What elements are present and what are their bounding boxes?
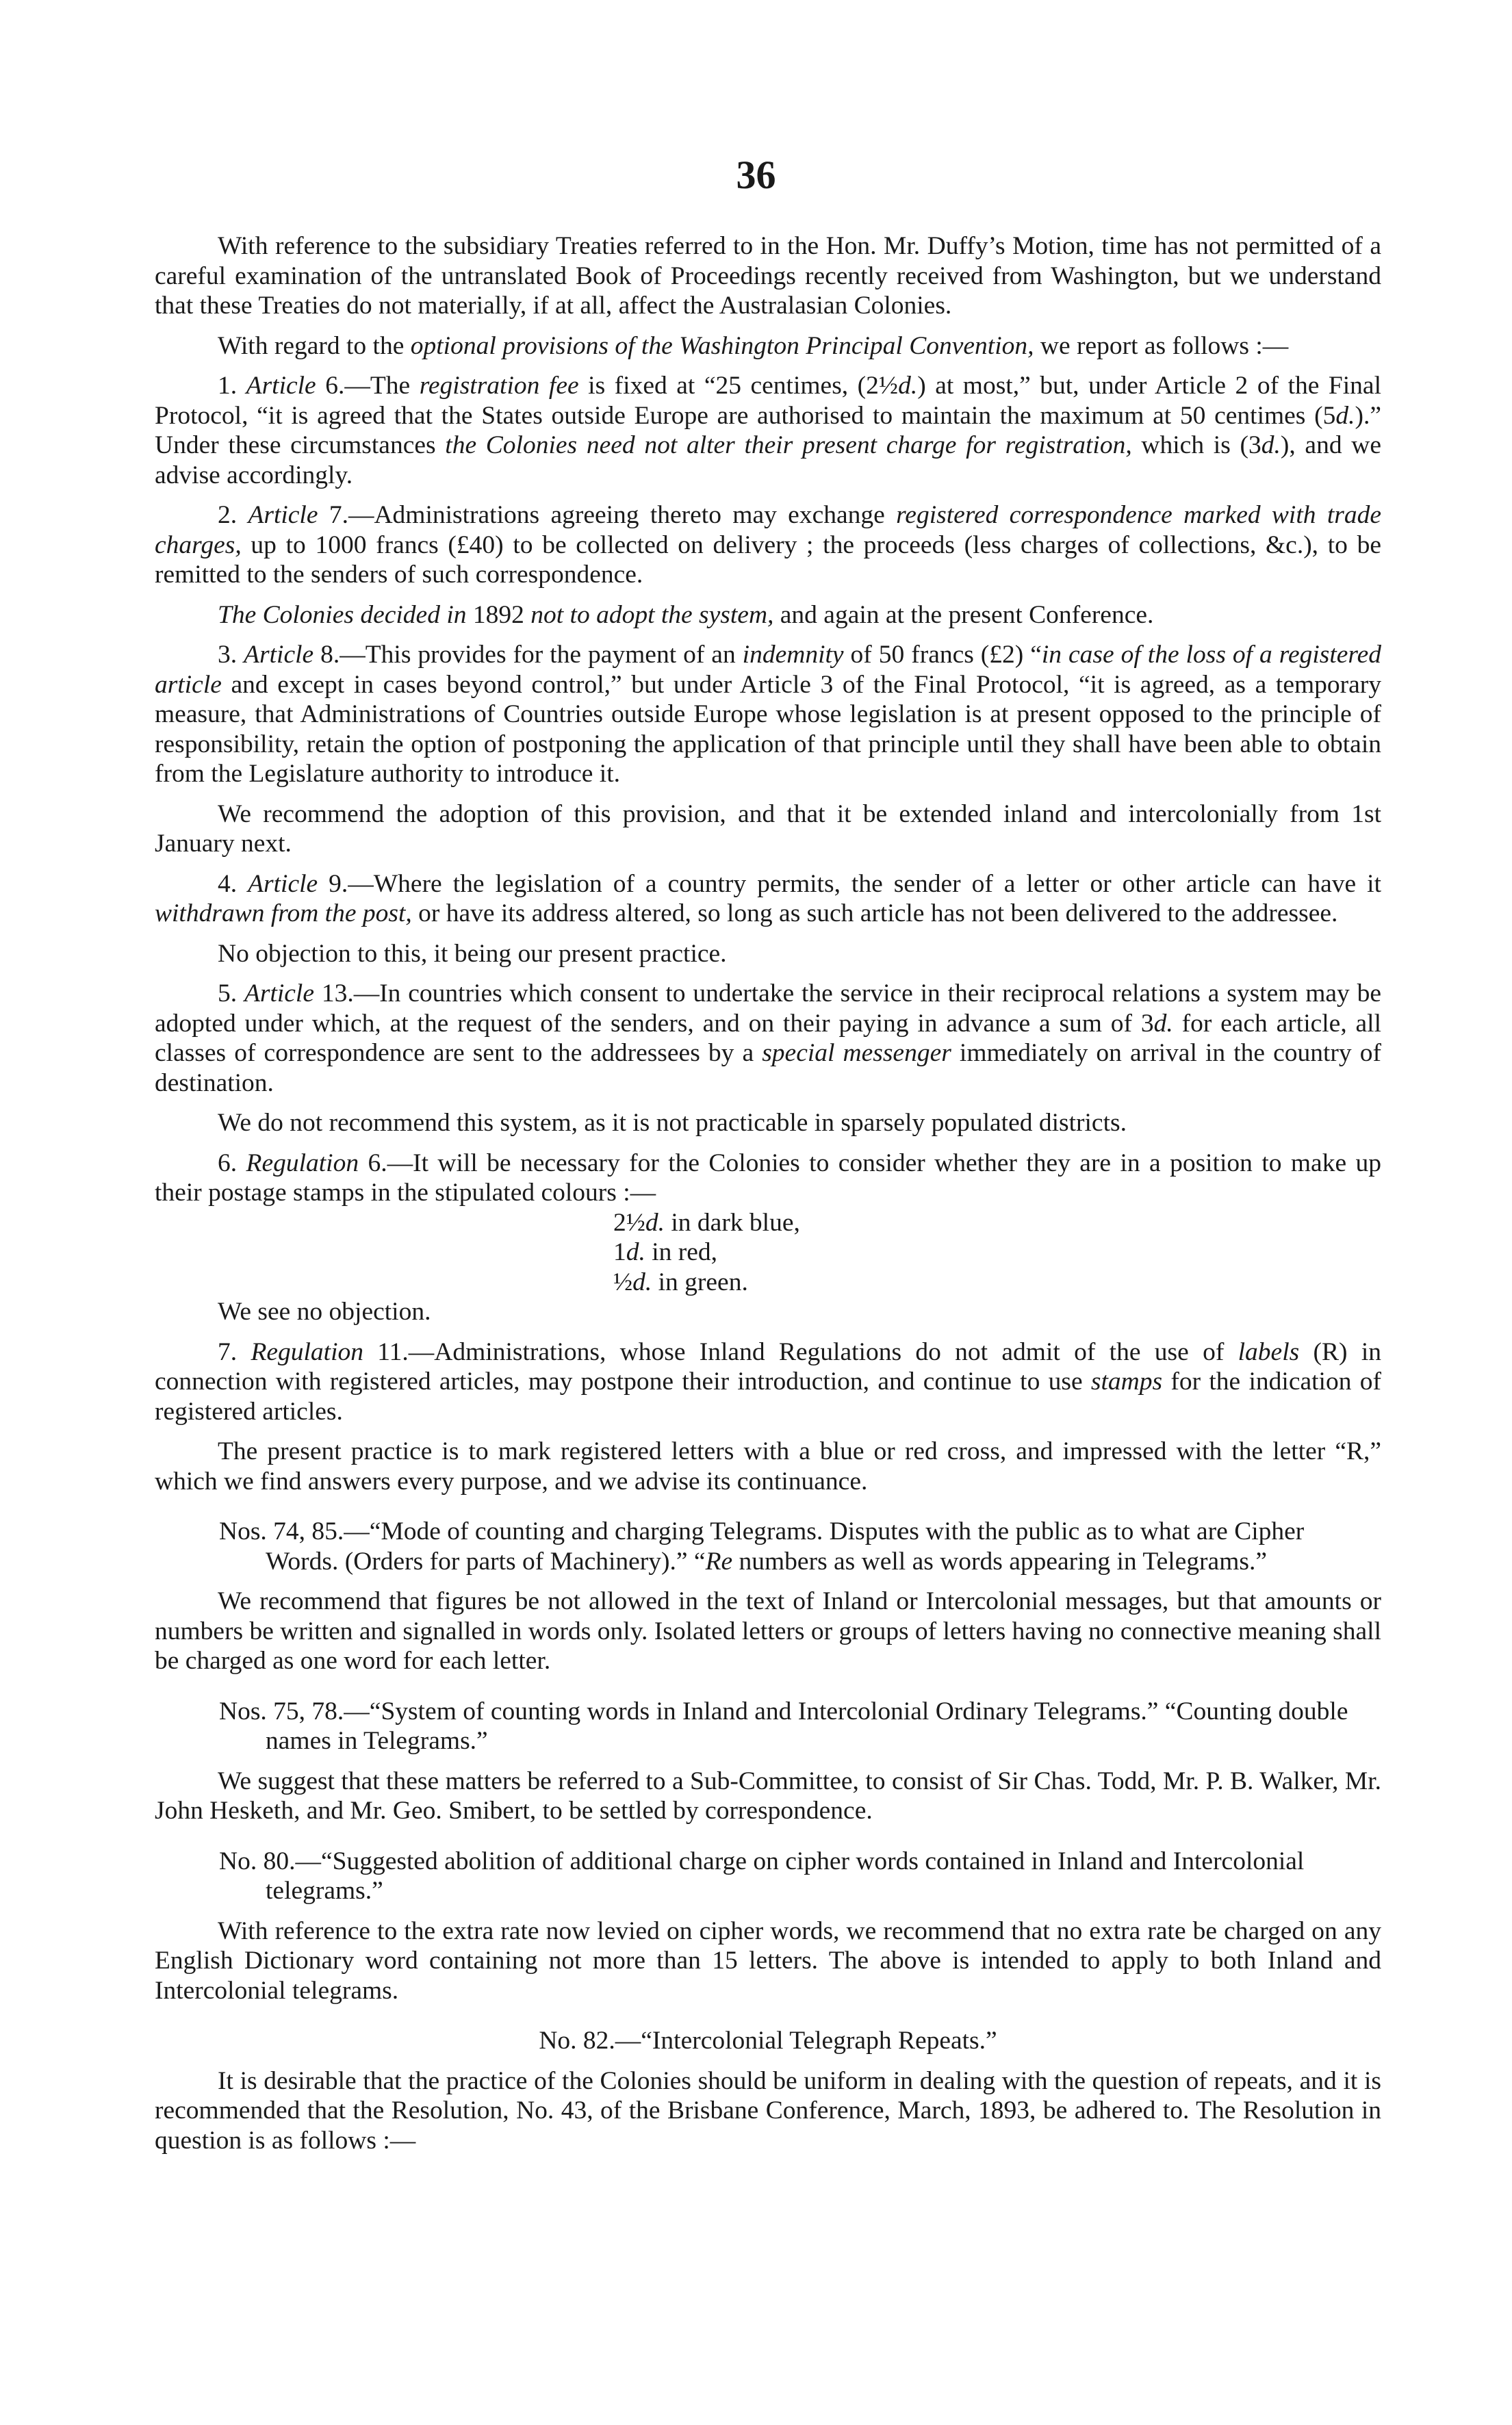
text-run: is fixed at “25 centimes, (2½ [578, 372, 899, 400]
italic-text: registered correspondence marked with trade charges, [155, 501, 1381, 559]
italic-text: d. [1261, 431, 1281, 459]
text-run: ) at most,” but, under Article 2 of the Final Protocol, “it is agreed that the States outside Europe are authorised to maintain the maximum at 50 centimes (5 [155, 372, 1381, 430]
paragraph [155, 1268, 1381, 1298]
text-run: for the indication of registered articles. [155, 1368, 1381, 1426]
paragraph [155, 231, 1381, 321]
italic-text: d. [1153, 1009, 1173, 1038]
paragraph [155, 500, 1381, 590]
paragraph [155, 1437, 1381, 1496]
text-run: immediately on arrival in the country of destination. [155, 1039, 1381, 1097]
italic-text: not to adopt the system, [530, 600, 774, 629]
italic-text: Article [248, 501, 318, 529]
italic-text: d. [645, 1208, 665, 1237]
paragraph [155, 1587, 1381, 1676]
text-run: Nos. 75, 78.—“System of counting words in Inland and Intercolonial Ordinary Telegrams.” “Counting double names in Telegrams.” [219, 1697, 1348, 1755]
text-run: in green. [652, 1268, 748, 1296]
paragraph [155, 1208, 1381, 1238]
text-run: 1. [218, 372, 246, 400]
text-run: of 50 francs (£2) “ [843, 641, 1042, 669]
paragraph [155, 799, 1381, 859]
page-number: 36 [736, 153, 776, 197]
text-run: for each article, all classes of correspondence are sent to the addressees by a [155, 1009, 1381, 1067]
text-run: 6. [218, 1149, 246, 1177]
paragraph [155, 1108, 1381, 1138]
paragraph [155, 869, 1381, 929]
text-run: 5. [218, 979, 244, 1008]
text-run: We recommend that figures be not allowed in the text of Inland or Intercolonial messages, but that amounts or numbers be written and signalled in words only. Isolated letters or groups of letters having no connective meaning shall be charged as one word for each letter. [155, 1587, 1381, 1675]
text-run: 4. [218, 869, 248, 898]
paragraph [155, 1297, 1381, 1327]
italic-text: indemnity [742, 641, 844, 669]
text-run: we report as follows :— [1034, 331, 1289, 360]
italic-text: Article [246, 372, 316, 400]
paragraph [155, 1149, 1381, 1208]
text-run: 6.—It will be necessary for the Colonies to consider whether they are in a position to make up their postage stamps in the stipulated colours :— [155, 1149, 1381, 1207]
italic-text: optional provisions of the Washington Principal Convention, [410, 331, 1034, 360]
italic-text: d. [1335, 401, 1355, 430]
italic-text: stamps [1090, 1368, 1163, 1396]
text-run: 9.—Where the legislation of a country permits, the sender of a letter or other article can have it [318, 869, 1382, 898]
text-run: or have its address altered, so long as such article has not been delivered to the addressee. [411, 899, 1338, 927]
paragraph [155, 640, 1381, 789]
italic-text: withdrawn from the post, [155, 899, 412, 927]
text-run: and except in cases beyond control,” but under Article 3 of the Final Protocol, “it is agreed, as a temporary measure, that Administrations of Countries outside Europe whose legislation is at present opposed to the principle of responsibility, retain the option of postponing the application of that principle until they shall have been able to obtain from the Legislature authority to introduce it. [155, 670, 1381, 788]
italic-text: Article [248, 869, 318, 898]
text-run: The present practice is to mark registered letters with a blue or red cross, and impressed with the letter “R,” which we find answers every purpose, and we advise its continuance. [155, 1437, 1381, 1496]
text-run: 1 [613, 1238, 626, 1266]
text-run: in dark blue, [665, 1208, 800, 1237]
paragraph [155, 1237, 1381, 1268]
text-run: No. 82.—“Intercolonial Telegraph Repeats.” [539, 2027, 997, 2055]
text-run: No objection to this, it being our present practice. [218, 939, 727, 968]
text-run: ).” Under these circumstances [155, 401, 1381, 459]
document-body [155, 231, 1381, 2166]
text-run: 13.—In countries which consent to undertake the service in their reciprocal relations a system may be adopted under which, at the request of the senders, and on their paying in advance a sum of 3 [155, 979, 1382, 1038]
italic-text: in case of the loss of a registered article [155, 641, 1382, 699]
text-run: 2½ [613, 1208, 645, 1237]
italic-text: d. [632, 1268, 652, 1296]
text-run: It is desirable that the practice of the Colonies should be uniform in dealing with the question of repeats, and it is recommended that the Resolution, No. 43, of the Brisbane Conference, March, 1893, be adhered to. The Resolution in question is as follows :— [155, 2066, 1381, 2155]
text-run: We see no objection. [218, 1298, 431, 1326]
text-run: Nos. 74, 85.—“Mode of counting and charging Telegrams. Disputes with the public as to what are Cipher Words. (Orders for parts of Machinery).” “ [219, 1517, 1305, 1576]
text-run: We suggest that these matters be referred to a Sub-Committee, to consist of Sir Chas. Todd, Mr. P. B. Walker, Mr. John Hesketh, and Mr. Geo. Smibert, to be settled by correspondence. [155, 1767, 1381, 1825]
italic-text: Article [244, 979, 314, 1008]
text-run: 1892 [466, 600, 531, 629]
text-run: 8.—This provides for the payment of an [313, 641, 743, 669]
paragraph [155, 331, 1381, 361]
italic-text: Article [244, 641, 314, 669]
text-run: 3. [218, 641, 244, 669]
text-run: 6.—The [316, 372, 420, 400]
text-run: We recommend the adoption of this provision, and that it be extended inland and intercolonially from 1st January next. [155, 799, 1381, 858]
text-run: ½ [613, 1268, 633, 1296]
paragraph [155, 939, 1381, 969]
text-run: 7.—Administrations agreeing thereto may exchange [318, 501, 897, 529]
paragraph [155, 1517, 1381, 1576]
text-run: With regard to the [218, 331, 411, 360]
italic-text: Re [705, 1547, 733, 1576]
paragraph [155, 600, 1381, 630]
italic-text: registration fee [419, 372, 579, 400]
text-run: 2. [218, 501, 248, 529]
italic-text: Regulation [246, 1149, 359, 1177]
paragraph [155, 1916, 1381, 2006]
paragraph [155, 2066, 1381, 2156]
italic-text: d. [626, 1238, 645, 1266]
paragraph [155, 1337, 1381, 1427]
italic-text: Regulation [251, 1337, 363, 1366]
text-run: 7. [218, 1337, 251, 1366]
italic-text: d. [898, 372, 918, 400]
text-run: 11.—Administrations, whose Inland Regulations do not admit of the use of [363, 1337, 1238, 1366]
paragraph [155, 2026, 1381, 2056]
text-run: We do not recommend this system, as it is not practicable in sparsely populated districts. [218, 1109, 1127, 1137]
text-run: (R) in connection with registered articles, may postpone their introduction, and continue to use [155, 1337, 1381, 1396]
text-run: in red, [645, 1238, 718, 1266]
italic-text: special messenger [762, 1039, 951, 1067]
italic-text: the Colonies need not alter their present charge for registration, [445, 431, 1132, 459]
paragraph [155, 1697, 1381, 1756]
text-run: With reference to the extra rate now levied on cipher words, we recommend that no extra rate be charged on any English Dictionary word containing not more than 15 letters. The above is intended to apply to both Inland and Intercolonial telegrams. [155, 1916, 1381, 2005]
text-run: With reference to the subsidiary Treaties referred to in the Hon. Mr. Duffy’s Motion, time has not permitted of a careful examination of the untranslated Book of Proceedings recently received from Washington, but we understand that these Treaties do not materially, if at all, affect the Australasian Colonies. [155, 232, 1381, 320]
text-run: which is (3 [1131, 431, 1261, 459]
paragraph [155, 1847, 1381, 1906]
text-run: No. 80.—“Suggested abolition of additional charge on cipher words contained in Inland and Intercolonial telegrams.” [219, 1847, 1305, 1905]
italic-text: The Colonies decided in [218, 600, 467, 629]
italic-text: labels [1238, 1337, 1300, 1366]
paragraph [155, 979, 1381, 1098]
paragraph [155, 1767, 1381, 1826]
paragraph [155, 371, 1381, 490]
text-run: up to 1000 francs (£40) to be collected on delivery ; the proceeds (less charges of collections, &c.), to be remitted to the senders of such correspondence. [155, 530, 1381, 589]
text-run: numbers as well as words appearing in Telegrams.” [732, 1547, 1267, 1576]
text-run: ), and we advise accordingly. [155, 431, 1381, 489]
text-run: and again at the present Conference. [773, 600, 1154, 629]
